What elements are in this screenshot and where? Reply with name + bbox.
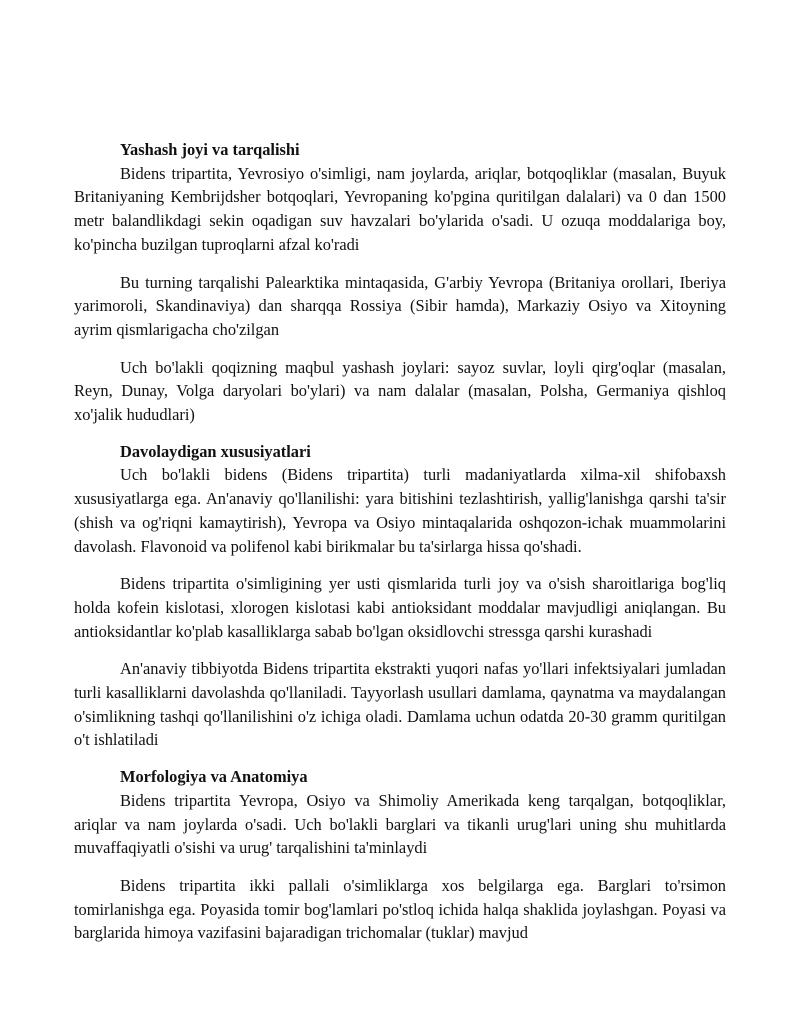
paragraph: Bidens tripartita o'simligining yer usti qismlarida turli joy va o'sish sharoitlariga bog'liq holda kofein kislotasi, xlorogen kislotasi kabi antioksidant moddalar mavjudligi aniqlangan. Bu antioksidantlar ko'plab kasalliklarga sabab bo'lgan oksidlovchi stressga qarshi kurashadi — [74, 574, 726, 641]
paragraph: Bidens tripartita Yevropa, Osiyo va Shimoliy Amerikada keng tarqalgan, botqoqliklar, ariqlar va nam joylarda o'sadi. Uch bo'lakli barglari va tikanli urug'lari uning shu muhitlarda muvaffaqiyatli o'sishi va urug' tarqalishini ta'minlaydi — [74, 790, 726, 858]
section-spacer — [74, 752, 726, 765]
paragraph: Uch bo'lakli qoqizning maqbul yashash joylari: sayoz suvlar, loyli qirg'oqlar (masalan, Reyn, Dunay, Volga daryolari bo'ylari) va nam dalalar (masalan, Polsha, Germaniya qishloq xo'jalik hududlari) — [74, 357, 726, 425]
paragraph: Bu turning tarqalishi Palearktika mintaqasida, G'arbiy Yevropa (Britaniya orollari, Iberiya yarimoroli, Skandinaviya) dan sharqqa Rossiya (Sibir hamda), Markaziy Osiyo va Xitoyning ayrim qismlarigacha cho'zilgan — [74, 272, 726, 339]
section-spacer — [74, 427, 726, 440]
paragraph: Bidens tripartita, Yevrosiyo o'simligi, nam joylarda, ariqlar, botqoqliklar (masalan, Buyuk Britaniyaning Kembrijdsher botqoqlari, Yevropaning ko'pgina quritilgan dalalari) va 0 dan 1500 metr balandlikdagi sekin oqadigan suv havzalari bo'ylarida o'sadi. U ozuqa moddalariga boy, ko'pincha buzilgan tuproqlarni afzal ko'radi — [74, 163, 726, 254]
section-habitat — [74, 138, 726, 427]
paragraph: An'anaviy tibbiyotda Bidens tripartita ekstrakti yuqori nafas yo'llari infektsiyalari jumladan turli kasalliklarni davolashda qo'llaniladi. Tayyorlash usullari damlama, qaynatma va maydalangan o'simlikning tashqi qo'llanilishini o'z ichiga oladi. Damlama uchun odatda 20-30 gramm quritilgan o't ishlatiladi — [74, 659, 726, 750]
section-heading: Davolaydigan xususiyatlari — [120, 441, 311, 461]
paragraph: Bidens tripartita ikki pallali o'simliklarga xos belgilarga ega. Barglari to'rsimon tomirlanishga ega. Poyasida tomir bog'lamlari po'stloq ichida halqa shaklida joylashgan. Poyasi va barglarida himoya vazifasini bajaradigan trichomalar (tuklar) mavjud — [74, 875, 726, 943]
section-morphology — [74, 765, 726, 945]
section-healing-properties — [74, 440, 726, 752]
section-heading: Morfologiya va Anatomiya — [120, 767, 308, 787]
section-heading: Yashash joyi va tarqalishi — [120, 140, 300, 159]
paragraph: Uch bo'lakli bidens (Bidens tripartita) turli madaniyatlarda xilma-xil shifobaxsh xususiyatlarga ega. An'anaviy qo'llanilishi: yara bitishini tezlashtirish, yallig'lanishga qarshi ta'sir (shish va og'riqni kamaytirish), Yevropa va Osiyo mintaqalarida oshqozon-ichak muammolarini davolash. Flavonoid va polifenol kabi birikmalar bu ta'sirlarga hissa qo'shadi. — [74, 465, 726, 556]
document-body — [74, 138, 726, 945]
